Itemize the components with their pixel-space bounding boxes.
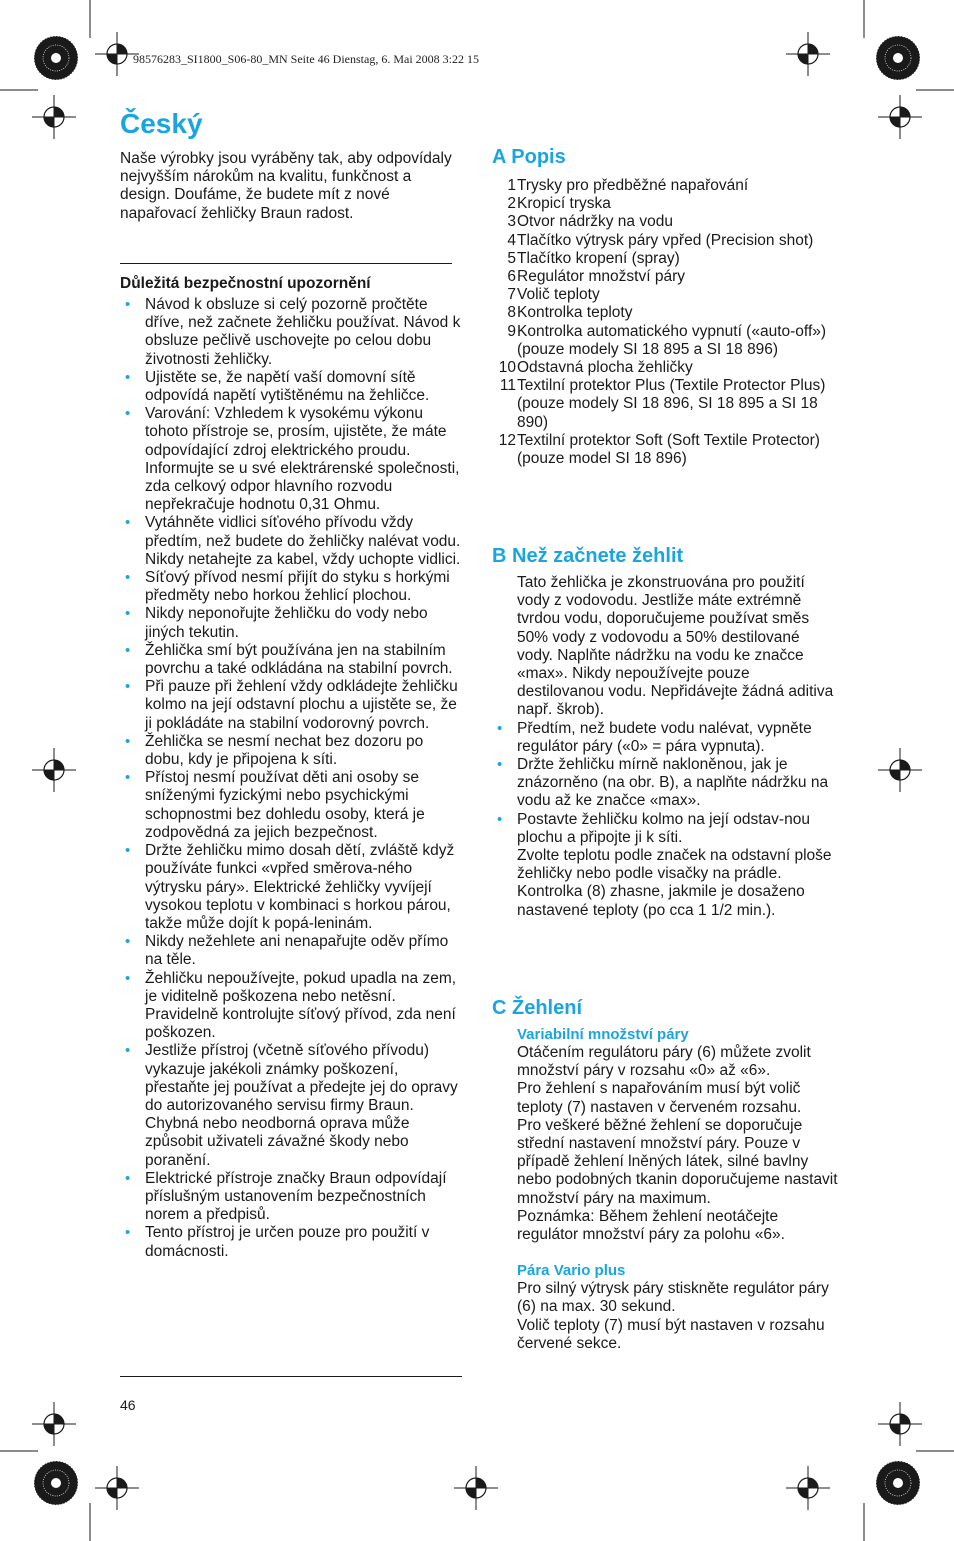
paragraph: Otáčením regulátoru páry (6) můžete zvolit množství páry v rozsahu «0» až «6». [517, 1044, 811, 1080]
part-label: Textilní protektor Soft (Soft Textile Protector) (pouze model SI 18 896) [517, 431, 820, 468]
part-label: Volič teploty [517, 286, 600, 304]
section-a-heading: A Popis [492, 146, 566, 168]
list-item [492, 323, 837, 359]
divider [120, 263, 452, 264]
section-b-body [517, 574, 839, 920]
part-label: Kontrolka automatického vypnutí («auto-off») (pouze modely SI 18 895 a SI 18 896) [517, 322, 827, 358]
subsection-title: Variabilní množství páry [517, 1026, 689, 1043]
intro-paragraph: Naše výrobky jsou vyráběny tak, aby odpovídaly nejvyšším nárokům na kvalitu, funkčnost a design. Doufáme, že budete mít z nové napařovací žehličky Braun radost. [120, 150, 452, 222]
part-label: Tlačítko kropení (spray) [517, 249, 680, 267]
part-number: 4 [507, 231, 516, 249]
safety-list [120, 296, 465, 1261]
part-label: Otvor nádržky na vodu [517, 213, 673, 231]
section-b-intro: Tato žehlička je zkonstruována pro použití vody z vodovodu. Jestliže máte extrémně tvrdou vodu, doporučujeme používat směs 50% vody z vodovodu a 50% destilované vody. Naplňte nádržku na vodu ke značce «max». Nikdy nepoužívejte pouze destilovanou vodu. Nepřidávejte žádná aditiva např. škrob). [517, 574, 834, 719]
list-item: • Při pauze při žehlení vždy odkládejte žehličku kolmo na její odstavní plochu a ujistěte se, že ji pokládáte na stabilní vodorovný povrch. [120, 678, 465, 733]
part-number: 5 [507, 249, 516, 267]
list-item [492, 286, 837, 304]
part-number: 9 [507, 322, 516, 340]
list-item: • Držte žehličku mírně nakloněnou, jak je znázorněno (na obr. B), a naplňte nádržku na vodu až ke značce «max». [492, 756, 839, 811]
section-b-note: Kontrolka (8) zhasne, jakmile je dosaženo nastavené teploty (po cca 1 1/2 min.). [517, 883, 805, 919]
list-item [492, 195, 837, 213]
part-number: 8 [507, 304, 516, 322]
list-item [492, 177, 837, 195]
list-item: • Ujistěte se, že napětí vaší domovní sítě odpovídá napětí vytištěnému na žehličce. [120, 369, 465, 405]
list-item [492, 232, 837, 250]
part-number: 6 [507, 268, 516, 286]
list-item: • Elektrické přístroje značky Braun odpovídají příslušným ustanovením bezpečnostních norem a předpisů. [120, 1170, 465, 1225]
list-item [492, 377, 837, 432]
paragraph: Pro silný výtrysk páry stiskněte regulátor páry (6) na max. 30 sekund. [517, 1280, 829, 1316]
section-c-heading: C Žehlení [492, 997, 583, 1019]
section-b-list [492, 720, 839, 847]
list-item: • Vytáhněte vidlici síťového přívodu vždy předtím, než budete do žehličky nalévat vodu. Nikdy netahejte za kabel, vždy uchopte vidlici. [120, 514, 465, 569]
list-item: • Žehlička smí být používána jen na stabilním povrchu a také odkládána na stabilní povrch. [120, 642, 465, 678]
list-item: • Varování: Vzhledem k vysokému výkonu tohoto přístroje se, prosím, ujistěte, že máte odpovídající zdroj elektrického proudu. Informujte se u své elektrárenské společnosti, zda celkový odpor hlavního rozvodu nepřekračuje hodnotu 0,31 Ohmu. [120, 405, 465, 514]
list-item: • Postavte žehličku kolmo na její odstav-nou plochu a připojte ji k síti. [492, 811, 839, 847]
part-label: Textilní protektor Plus (Textile Protector Plus) (pouze modely SI 18 896, SI 18 895 a SI 18 890) [517, 377, 826, 431]
print-header-line: 98576283_SI1800_S06-80_MN Seite 46 Dienstag, 6. Mai 2008 3:22 15 [133, 52, 479, 66]
list-item: • Držte žehličku mimo dosah dětí, zvláště když používáte funkci «vpřed směrova-ného výtrysku páry». Elektrické žehličky vyvíjejí vysokou teplotu v kombinaci s horkou párou, takže může dojít k popá-leninám. [120, 842, 465, 933]
part-label: Regulátor množství páry [517, 268, 685, 286]
part-number: 2 [507, 195, 516, 213]
list-item [492, 432, 837, 468]
list-item: • Síťový přívod nesmí přijít do styku s horkými předměty nebo horkou žehlicí plochou. [120, 569, 465, 605]
list-item: • Nikdy neponořujte žehličku do vody nebo jiných tekutin. [120, 605, 465, 641]
parts-list [492, 177, 837, 468]
list-item [492, 268, 837, 286]
safety-heading: Důležitá bezpečnostní upozornění [120, 275, 371, 292]
part-number: 10 [498, 359, 516, 377]
section-b-heading: B Než začnete žehlit [492, 545, 684, 567]
part-number: 12 [498, 431, 516, 449]
list-item: • Žehlička se nesmí nechat bez dozoru po dobu, kdy je připojena k síti. [120, 733, 465, 769]
spacer [517, 1244, 839, 1262]
part-number: 3 [507, 213, 516, 231]
part-number: 7 [507, 286, 516, 304]
list-item [492, 304, 837, 322]
list-item [492, 250, 837, 268]
subsection-title: Pára Vario plus [517, 1262, 626, 1280]
list-item: • Návod k obsluze si celý pozorně pročtěte dříve, než začnete žehličku používat. Návod k obsluze pečlivě uschovejte po celou dobu životnosti žehličky. [120, 296, 465, 369]
page-title: Český [120, 108, 203, 139]
part-label: Trysky pro předběžné napařování [517, 177, 749, 194]
list-item: • Předtím, než budete vodu nalévat, vypněte regulátor páry («0» = pára vypnuta). [492, 720, 839, 756]
part-label: Kontrolka teploty [517, 304, 633, 322]
part-label: Odstavná plocha žehličky [517, 359, 693, 377]
list-item [492, 213, 837, 231]
paragraph: Volič teploty (7) musí být nastaven v rozsahu červené sekce. [517, 1316, 825, 1352]
list-item [492, 359, 837, 377]
list-item: • Přístoj nesmí používat děti ani osoby se sníženými fyzickými nebo psychickými schopnostmi bez dohledu osoby, která je zodpovědná za jejich bezpečnost. [120, 769, 465, 842]
list-item: • Tento přístroj je určen pouze pro použití v domácnosti. [120, 1224, 465, 1260]
divider [120, 1376, 462, 1377]
list-item: • Nikdy nežehlete ani nenapařujte oděv přímo na těle. [120, 933, 465, 969]
part-number: 1 [507, 177, 516, 194]
part-label: Tlačítko výtrysk páry vpřed (Precision shot) [517, 231, 814, 249]
list-item: • Jestliže přístroj (včetně síťového přívodu) vykazuje jakékoli známky poškození, přestaňte jej používat a předejte jej do opravy do autorizovaného servisu firmy Braun. Chybná nebo neodborná oprava může způsobit uživateli závažné škody nebo poranění. [120, 1042, 465, 1169]
paragraph: Pro veškeré běžné žehlení se doporučuje střední nastavení množství páry. Pouze v případě žehlení lněných látek, silné bavlny nebo podobných tkanin doporučujeme nastavit množství páry na maximum. [517, 1116, 838, 1207]
paragraph: Poznámka: Během žehlení neotáčejte regulátor množství páry za polohu «6». [517, 1207, 785, 1244]
section-c-body [517, 1026, 839, 1353]
part-number: 11 [499, 377, 516, 395]
paragraph: Pro žehlení s napařováním musí být volič teploty (7) nastaven v červeném rozsahu. [517, 1080, 802, 1116]
list-item: • Žehličku nepoužívejte, pokud upadla na zem, je viditelně poškozena nebo netěsní. Pravidelně kontrolujte síťový přívod, zda není poškozen. [120, 970, 465, 1043]
page-number: 46 [120, 1397, 136, 1413]
part-label: Kropicí tryska [517, 195, 611, 213]
section-b-note: Zvolte teplotu podle značek na odstavní ploše žehličky nebo podle visačky na prádle. [517, 847, 832, 883]
